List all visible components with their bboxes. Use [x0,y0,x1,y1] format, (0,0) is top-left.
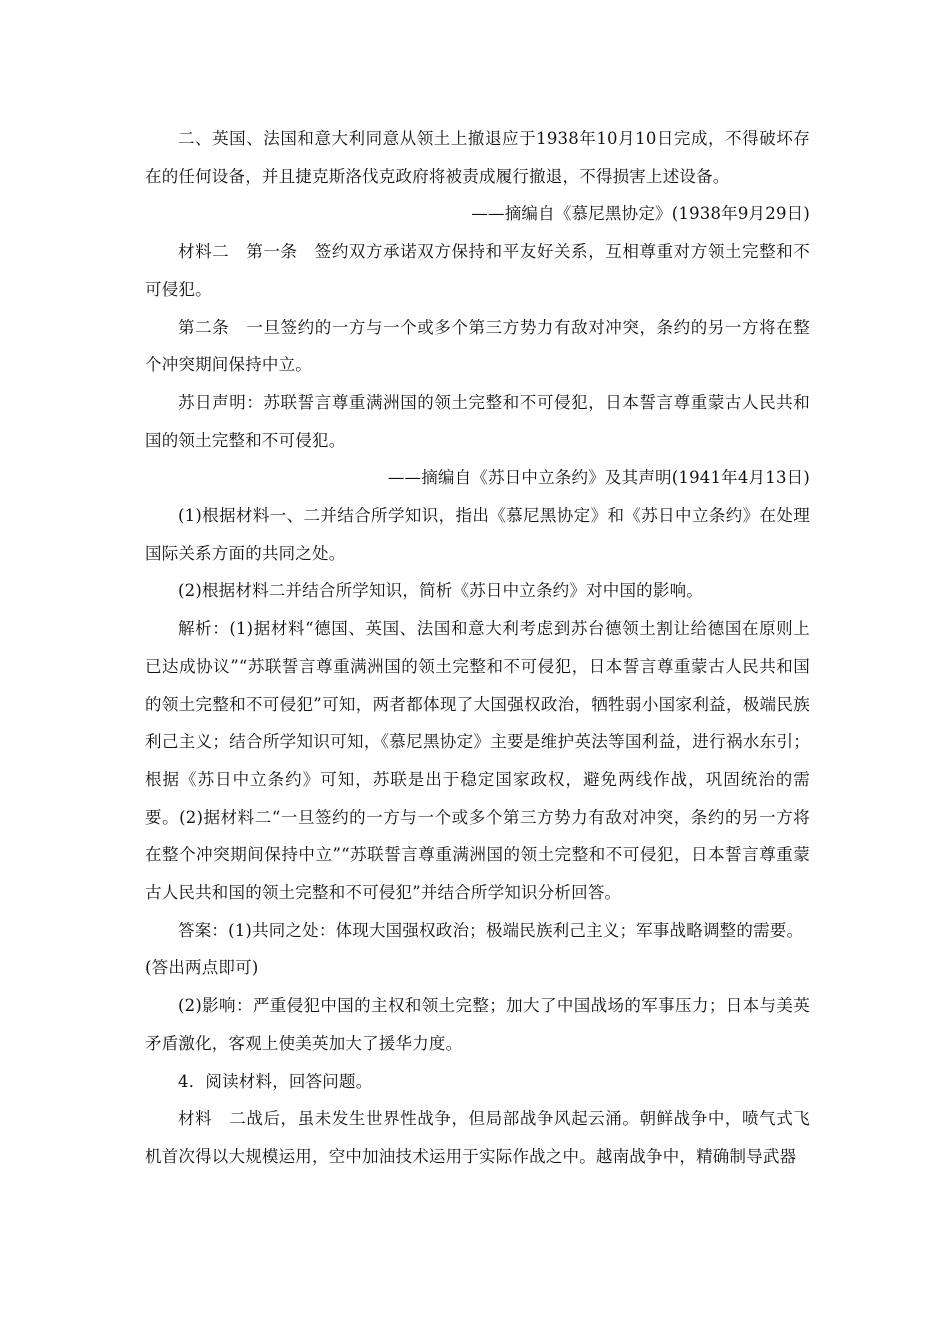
question-two: (2)根据材料二并结合所学知识，简析《苏日中立条约》对中国的影响。 [178,581,703,601]
paragraph-article-two: 第二条 一旦签约的一方与一个或多个第三方势力有敌对冲突，条约的另一方将在整个冲突期间保持中立。 [145,317,810,375]
answer-one: 答案：(1)共同之处：体现大国强权政治；极端民族利己主义；军事战略调整的需要。 [178,920,804,940]
source-citation-neutrality-pact: ——摘编自《苏日中立条约》及其声明(1941年4月13日) [387,468,810,488]
document-body [145,120,810,1176]
question-four-heading: 4．阅读材料，回答问题。 [178,1071,373,1091]
source-citation-munich-agreement: ——摘编自《慕尼黑协定》(1938年9月29日) [471,204,810,224]
paragraph-material-two-article-one: 材料二 第一条 签约双方承诺双方保持和平友好关系，互相尊重对方领土完整和不可侵犯。 [145,242,810,299]
answer-two: (2)影响：严重侵犯中国的主权和领土完整；加大了中国战场的军事压力；日本与美英矛盾激化，客观上使美英加大了援华力度。 [145,996,810,1053]
analysis-paragraph: 解析：(1)据材料“德国、英国、法国和意大利考虑到苏台德领土割让给德国在原则上已达成协议”“苏联誓言尊重满洲国的领土完整和不可侵犯，日本誓言尊重蒙古人民共和国的领土完整和不可侵犯”可知，两者都体现了大国强权政治，牺牲弱小国家利益，极端民族利己主义；结合所学知识可知，《慕尼黑协定》主要是维护英法等国利益，进行祸水东引；根据《苏日中立条约》可知，苏联是出于稳定国家政权，避免两线作战，巩固统治的需要。(2)据材料二“一旦签约的一方与一个或多个第三方势力有敌对冲突，条约的另一方将在整个冲突期间保持中立”“苏联誓言尊重满洲国的领土完整和不可侵犯，日本誓言尊重蒙古人民共和国的领土完整和不可侵犯”并结合所学知识分析回答。 [145,619,810,903]
paragraph-soviet-japanese-declaration: 苏日声明：苏联誓言尊重满洲国的领土完整和不可侵犯，日本誓言尊重蒙古人民共和国的领土完整和不可侵犯。 [145,392,810,450]
paragraph-material-one-clause-two: 二、英国、法国和意大利同意从领土上撤退应于1938年10月10日完成，不得破坏存在的任何设备，并且捷克斯洛伐克政府将被责成履行撤退，不得损害上述设备。 [145,129,810,186]
answer-one-note: (答出两点即可) [145,958,259,978]
question-four-material: 材料 二战后，虽未发生世界性战争，但局部战争风起云涌。朝鲜战争中，喷气式飞机首次得以大规模运用，空中加油技术运用于实际作战之中。越南战争中，精确制导武器 [145,1109,810,1166]
question-one: (1)根据材料一、二并结合所学知识，指出《慕尼黑协定》和《苏日中立条约》在处理国际关系方面的共同之处。 [145,506,810,563]
